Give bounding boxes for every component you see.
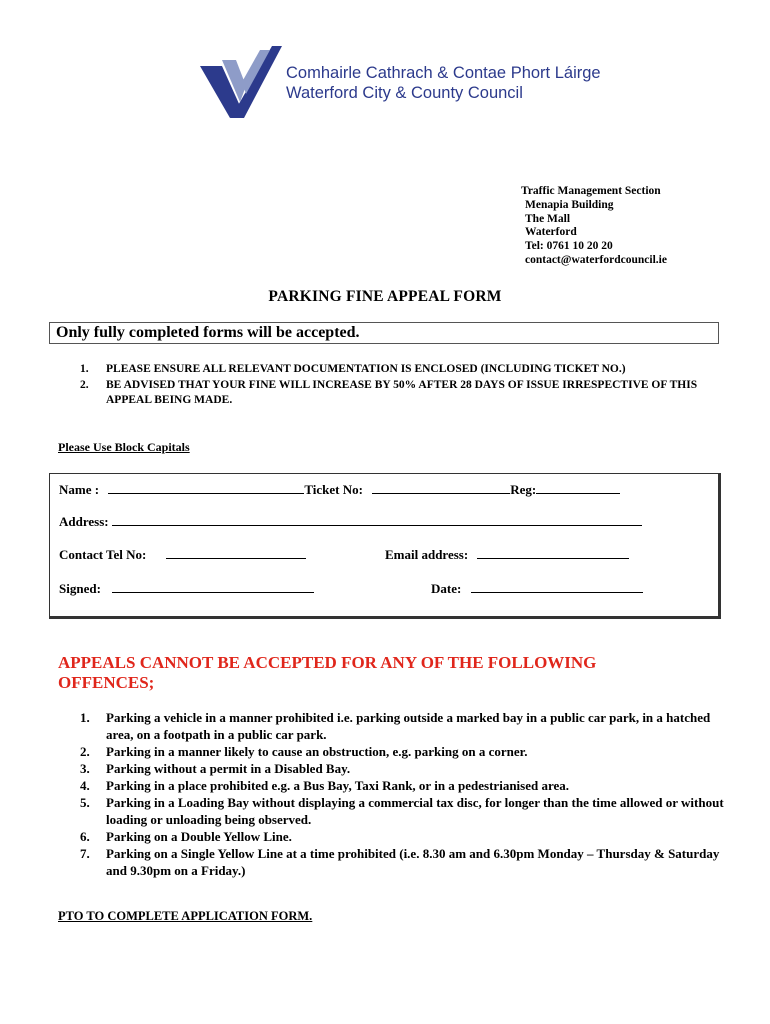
page-title: PARKING FINE APPEAL FORM bbox=[268, 288, 502, 305]
list-number: 5. bbox=[80, 795, 90, 810]
email-field[interactable] bbox=[477, 547, 629, 559]
list-item bbox=[80, 828, 730, 845]
contact-address-block bbox=[521, 185, 667, 268]
reg-label: Reg: bbox=[510, 482, 537, 497]
offences-heading: APPEALS CANNOT BE ACCEPTED FOR ANY OF THE FOLLOWING OFFENCES; bbox=[58, 653, 597, 692]
list-number: 2. bbox=[80, 378, 89, 391]
email-row bbox=[385, 547, 629, 563]
list-number: 2. bbox=[80, 744, 90, 759]
list-item bbox=[80, 378, 720, 409]
applicant-details-form bbox=[49, 473, 721, 619]
address-label: Address: bbox=[59, 514, 109, 529]
email-label: Email address: bbox=[385, 547, 469, 562]
address-field[interactable] bbox=[112, 514, 642, 526]
list-item bbox=[80, 362, 720, 378]
list-text: Parking in a manner likely to cause an obstruction, e.g. parking on a corner. bbox=[106, 744, 528, 759]
address-email: contact@waterfordcouncil.ie bbox=[525, 253, 667, 266]
tel-field[interactable] bbox=[166, 547, 306, 559]
list-item bbox=[80, 794, 730, 828]
list-item bbox=[80, 777, 730, 794]
name-field[interactable] bbox=[108, 482, 304, 494]
council-logo-icon bbox=[200, 46, 282, 118]
tel-label: Contact Tel No: bbox=[59, 547, 147, 562]
list-number: 1. bbox=[80, 710, 90, 725]
name-label: Name : bbox=[59, 482, 100, 497]
list-text: Parking a vehicle in a manner prohibited i.e. parking outside a marked bay in a public car park, in a hatched area, on a footpath in a public car park. bbox=[106, 710, 711, 742]
list-text: Parking on a Single Yellow Line at a time prohibited (i.e. 8.30 am and 6.30pm Monday – Thursday & Saturday and 9.30pm on a Friday.) bbox=[106, 846, 720, 878]
date-label: Date: bbox=[431, 581, 462, 596]
pto-note: PTO TO COMPLETE APPLICATION FORM. bbox=[58, 909, 313, 923]
list-number: 7. bbox=[80, 846, 90, 861]
address-city: Waterford bbox=[525, 226, 577, 239]
signed-label: Signed: bbox=[59, 581, 101, 596]
date-field[interactable] bbox=[471, 581, 643, 593]
instruction-list bbox=[80, 362, 720, 409]
list-number: 3. bbox=[80, 761, 90, 776]
completion-notice: Only fully completed forms will be accepted. bbox=[49, 322, 719, 344]
logo-irish-name: Comhairle Cathrach & Contae Phort Láirge bbox=[286, 64, 601, 82]
address-tel: Tel: 0761 10 20 20 bbox=[525, 240, 613, 253]
address-row bbox=[59, 514, 642, 530]
ticket-label: Ticket No: bbox=[304, 482, 363, 497]
list-number: 1. bbox=[80, 363, 89, 375]
address-building: Menapia Building bbox=[525, 198, 614, 211]
list-item bbox=[80, 760, 730, 777]
list-text: Parking without a permit in a Disabled Bay. bbox=[106, 761, 351, 776]
offences-list bbox=[80, 709, 730, 879]
list-number: 4. bbox=[80, 778, 90, 793]
date-row bbox=[431, 581, 643, 597]
logo-text bbox=[286, 63, 601, 103]
name-row bbox=[59, 482, 620, 498]
list-text: PLEASE ENSURE ALL RELEVANT DOCUMENTATION IS ENCLOSED (INCLUDING TICKET NO.) bbox=[106, 363, 626, 375]
list-number: 6. bbox=[80, 829, 90, 844]
signed-row bbox=[59, 581, 314, 597]
ticket-number-field[interactable] bbox=[372, 482, 510, 494]
list-item bbox=[80, 709, 730, 743]
list-text: Parking in a Loading Bay without displaying a commercial tax disc, for longer than the time allowed or without loading or unloading being observed. bbox=[106, 795, 724, 827]
tel-row bbox=[59, 547, 306, 563]
signature-field[interactable] bbox=[112, 581, 314, 593]
registration-field[interactable] bbox=[536, 482, 620, 494]
logo-english-name: Waterford City & County Council bbox=[286, 84, 523, 102]
list-item bbox=[80, 845, 730, 879]
list-text: Parking in a place prohibited e.g. a Bus Bay, Taxi Rank, or in a pedestrianised area. bbox=[106, 778, 570, 793]
address-street: The Mall bbox=[525, 212, 571, 225]
address-section: Traffic Management Section bbox=[521, 185, 661, 197]
list-text: Parking on a Double Yellow Line. bbox=[106, 829, 292, 844]
list-text: BE ADVISED THAT YOUR FINE WILL INCREASE BY 50% AFTER 28 DAYS OF ISSUE IRRESPECTIVE OF THIS APPEAL BEING MADE. bbox=[106, 378, 698, 406]
block-capitals-note: Please Use Block Capitals bbox=[58, 440, 190, 454]
list-item bbox=[80, 743, 730, 760]
